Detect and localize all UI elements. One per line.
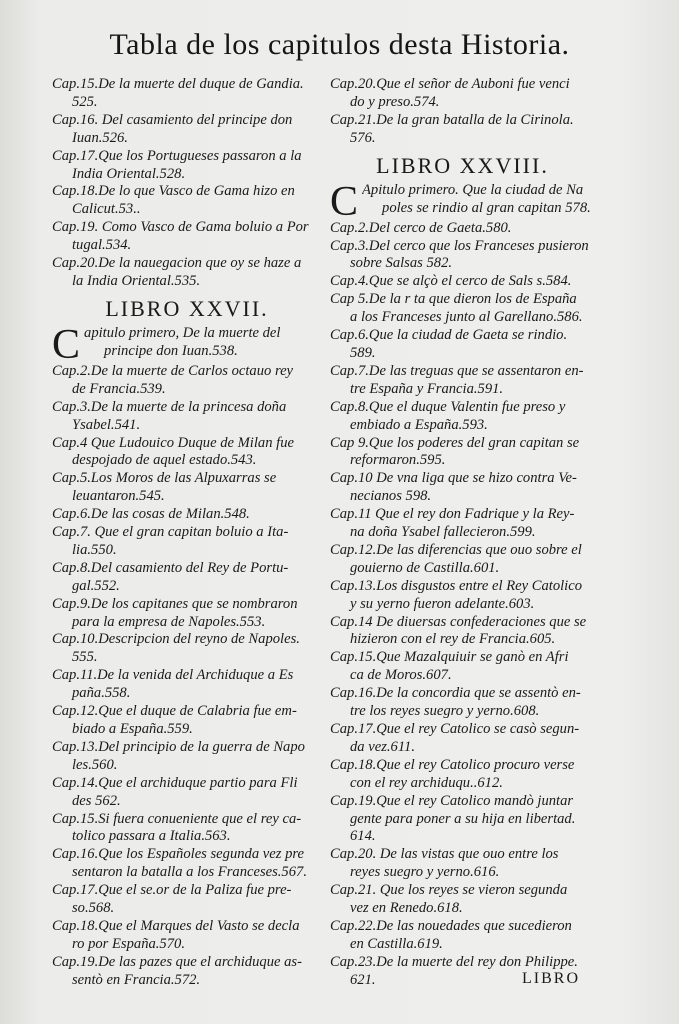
chapter-entry-line: Cap.4.Que se alçò el cerco de Sals s.584.	[330, 273, 572, 290]
chapter-entry-line: Cap.15.Si fuera conueniente que el rey ca-	[52, 810, 302, 827]
chapter-continuation-line: ro por España.570.	[72, 935, 185, 952]
chapter-continuation-line: necianos 598.	[350, 488, 432, 505]
chapter-entry-line: Cap.23.De la muerte del rey don Philippe.	[330, 953, 578, 970]
chapter-continuation-line: tugal.534.	[72, 237, 132, 254]
right-chapter-list-b	[330, 220, 595, 990]
chapter-continuation-line: 555.	[72, 649, 98, 666]
chapter-entry-line: Cap.16. Del casamiento del principe don	[52, 111, 293, 128]
chapter-entry-line: Cap.12.Que el duque de Calabria fue em-	[52, 703, 297, 720]
chapter-entry-line: Cap.6.De las cosas de Milan.548.	[52, 506, 250, 523]
chapter-continuation-line: y su yerno fueron adelante.603.	[350, 595, 535, 612]
chapter-continuation-line: biado a España.559.	[72, 721, 193, 737]
chapter-continuation-line: do y preso.574.	[350, 93, 440, 110]
chapter-entry-line: Cap.20.Que el señor de Auboni fue venci	[330, 76, 570, 92]
chapter-entry-line: Cap 9.Que los poderes del gran capitan se	[330, 434, 580, 451]
chapter-entry-line: Cap.9.De los capitanes que se nombraron	[52, 595, 298, 612]
libro-heading-xxviii: LIBRO XXVIII.	[376, 152, 549, 178]
first-chapter-line: poles se rindio al gran capitan 578.	[382, 199, 591, 216]
chapter-continuation-line: tre España y Francia.591.	[350, 380, 504, 397]
chapter-entry-line: Cap.19.De las pazes que el archiduque as-	[52, 953, 302, 970]
chapter-entry-line: Cap.10.Descripcion del reyno de Napoles.	[52, 631, 300, 648]
chapter-entry-line: Cap.13.Del principio de la guerra de Napo	[52, 738, 305, 755]
chapter-continuation-line: vez en Renedo.618.	[350, 900, 463, 917]
chapter-entry-line: Cap.10 De vna liga que se hizo contra Ve-	[330, 470, 577, 487]
first-chapter-line: apitulo primero, De la muerte del	[84, 324, 281, 341]
chapter-continuation-line: hizieron con el rey de Francia.605.	[350, 631, 556, 648]
chapter-continuation-line: reformaron.595.	[350, 452, 446, 469]
chapter-continuation-line: sobre Salsas 582.	[350, 255, 453, 272]
chapter-entry-line: Cap.15.De la muerte del duque de Gandia.	[52, 76, 304, 92]
chapter-continuation-line: sentaron la batalla a los Franceses.567.	[72, 864, 307, 881]
chapter-continuation-line: leuantaron.545.	[72, 488, 165, 505]
chapter-continuation-line: da vez.611.	[350, 738, 415, 755]
chapter-entry-line: Cap.13.Los disgustos entre el Rey Catolico	[330, 577, 582, 594]
chapter-continuation-line: embiado a España.593.	[350, 416, 488, 433]
chapter-entry-line: Cap.19. Como Vasco de Gama boluio a Por	[52, 219, 309, 236]
chapter-continuation-line: 525.	[72, 93, 98, 110]
chapter-entry-line: Cap.17.Que el rey Catolico se casò segun-	[330, 721, 580, 737]
chapter-entry-line: Cap.16.Que los Españoles segunda vez pre	[52, 846, 304, 863]
chapter-continuation-line: para la empresa de Napoles.553.	[72, 613, 266, 630]
left-chapter-list-a	[52, 76, 322, 291]
right-chapter-list-a	[330, 76, 595, 148]
chapter-continuation-line: sentò en Francia.572.	[72, 971, 201, 988]
left-column	[52, 76, 322, 990]
chapter-continuation-line: gente para poner a su hija en libertad.	[350, 810, 576, 827]
chapter-continuation-line: despojado de aquel estado.543.	[72, 452, 257, 469]
chapter-continuation-line: de Francia.539.	[72, 380, 166, 397]
chapter-entry-line: Cap.17.Que el se.or de la Paliza fue pre-	[52, 882, 292, 899]
right-column	[330, 76, 595, 990]
chapter-continuation-line: Calicut.53..	[72, 201, 141, 218]
chapter-continuation-line: des 562.	[72, 792, 121, 809]
chapter-entry-line: Cap.3.De la muerte de la princesa doña	[52, 398, 287, 415]
chapter-entry-line: Cap.3.Del cerco que los Franceses pusieron	[330, 237, 589, 254]
chapter-continuation-line: 589.	[350, 344, 376, 361]
chapter-continuation-line: tolico passara a Italia.563.	[72, 828, 231, 845]
chapter-continuation-line: con el rey archiduqu..612.	[350, 774, 503, 791]
first-chapter-line: principe don Iuan.538.	[104, 342, 238, 359]
chapter-continuation-line: en Castilla.619.	[350, 935, 443, 952]
chapter-entry-line: Cap.11 Que el rey don Fadrique y la Rey-	[330, 506, 575, 523]
page-title: Tabla de los capitulos desta Historia.	[109, 28, 570, 61]
chapter-entry-line: Cap.21. Que los reyes se vieron segunda	[330, 882, 568, 899]
chapter-entry-line: Cap.18.De lo que Vasco de Gama hizo en	[52, 183, 295, 200]
drop-cap: C	[330, 181, 359, 220]
chapter-continuation-line: ca de Moros.607.	[350, 667, 452, 684]
chapter-entry-line: Cap.7.De las treguas que se assentaron en-	[330, 362, 584, 379]
chapter-entry-line: Cap.18.Que el rey Catolico procuro verse	[330, 756, 575, 773]
chapter-entry-line: Cap.8.Del casamiento del Rey de Portu-	[52, 559, 289, 576]
chapter-entry-line: Cap 5.De la r ta que dieron los de España	[330, 291, 577, 308]
chapter-continuation-line: 621.	[350, 971, 376, 988]
chapter-continuation-line: paña.558.	[72, 685, 131, 702]
chapter-continuation-line: gal.552.	[72, 577, 120, 594]
chapter-entry-line: Cap.2.De la muerte de Carlos octauo rey	[52, 362, 294, 379]
chapter-entry-line: Cap.12.De las diferencias que ouo sobre el	[330, 541, 582, 558]
first-chapter-line: Apitulo primero. Que la ciudad de Na	[362, 181, 584, 198]
chapter-continuation-line: 614.	[350, 828, 376, 845]
chapter-entry-line: Cap.2.Del cerco de Gaeta.580.	[330, 219, 512, 236]
chapter-continuation-line: India Oriental.528.	[72, 165, 186, 182]
chapter-entry-line: Cap.4 Que Ludouico Duque de Milan fue	[52, 434, 294, 451]
chapter-entry-line: Cap.8.Que el duque Valentin fue preso y	[330, 398, 566, 415]
catchword: LIBRO	[522, 970, 580, 987]
chapter-continuation-line: Iuan.526.	[72, 129, 128, 146]
chapter-continuation-line: a los Franceses junto al Garellano.586.	[350, 309, 583, 326]
chapter-continuation-line: la India Oriental.535.	[72, 272, 201, 289]
chapter-entry-line: Cap.22.De las nouedades que sucedieron	[330, 917, 572, 934]
chapter-entry-line: Cap.14.Que el archiduque partio para Fli	[52, 774, 298, 791]
chapter-continuation-line: Ysabel.541.	[72, 416, 141, 433]
libro-heading-xxvii: LIBRO XXVII.	[105, 295, 269, 321]
chapter-entry-line: Cap.6.Que la ciudad de Gaeta se rindio.	[330, 327, 568, 344]
chapter-entry-line: Cap.11.De la venida del Archiduque a Es	[52, 667, 294, 684]
chapter-continuation-line: so.568.	[72, 900, 115, 917]
chapter-continuation-line: na doña Ysabel fallecieron.599.	[350, 524, 536, 541]
chapter-entry-line: Cap.14 De diuersas confederaciones que se	[330, 613, 587, 630]
chapter-entry-line: Cap.21.De la gran batalla de la Cirinola.	[330, 111, 574, 128]
chapter-entry-line: Cap.20.De la nauegacion que oy se haze a	[52, 255, 302, 272]
chapter-entry-line: Cap.18.Que el Marques del Vasto se decla	[52, 917, 300, 934]
chapter-continuation-line: reyes suegro y yerno.616.	[350, 864, 500, 881]
chapter-entry-line: Cap.15.Que Mazalquiuir se ganò en Afri	[330, 649, 569, 666]
chapter-continuation-line: lia.550.	[72, 541, 117, 558]
right-first-chapter	[330, 182, 595, 220]
chapter-entry-line: Cap.7. Que el gran capitan boluio a Ita-	[52, 524, 289, 541]
chapter-entry-line: Cap.19.Que el rey Catolico mandò juntar	[330, 792, 574, 809]
chapter-continuation-line: 576.	[350, 129, 376, 146]
chapter-entry-line: Cap.16.De la concordia que se assentò en-	[330, 685, 581, 702]
chapter-entry-line: Cap.17.Que los Portugueses passaron a la	[52, 147, 302, 164]
left-chapter-list-b	[52, 363, 322, 990]
chapter-entry-line: Cap.5.Los Moros de las Alpuxarras se	[52, 470, 277, 487]
chapter-continuation-line: tre los reyes suegro y yerno.608.	[350, 703, 540, 720]
chapter-continuation-line: les.560.	[72, 756, 118, 773]
chapter-continuation-line: gouierno de Castilla.601.	[350, 559, 500, 576]
chapter-entry-line: Cap.20. De las vistas que ouo entre los	[330, 846, 559, 863]
left-first-chapter	[52, 325, 322, 363]
drop-cap: C	[52, 324, 81, 363]
